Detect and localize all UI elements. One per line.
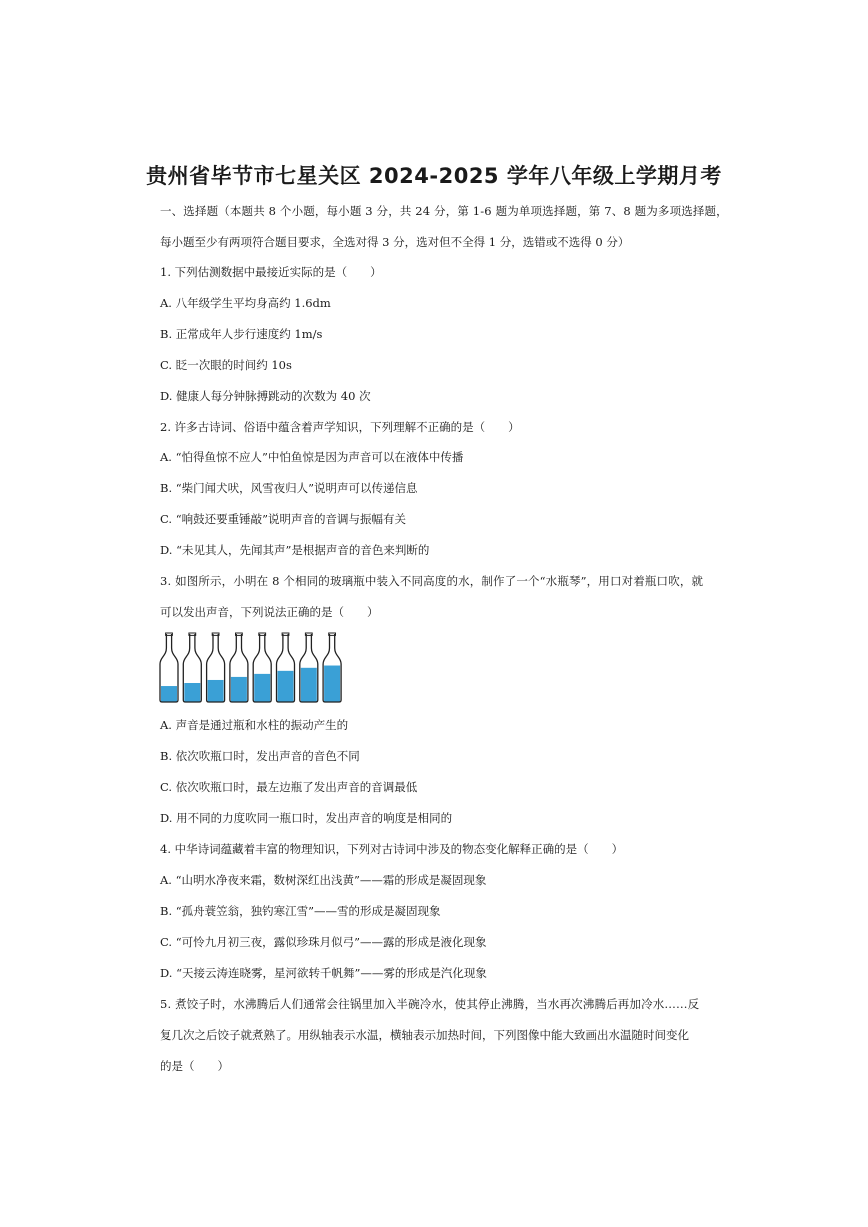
question-4-option-d: D. “天接云涛连晓雾，星河欲转千帆舞”——雾的形成是汽化现象 xyxy=(160,966,487,980)
section-instructions-line-1: 一、选择题（本题共 8 个小题，每小题 3 分，共 24 分，第 1-6 题为单项选择题，第 7、8 题为多项选择题， xyxy=(160,204,728,218)
bottle-water-5 xyxy=(254,674,270,702)
bottle-water-3 xyxy=(208,680,224,702)
water-bottle-xylophone-figure xyxy=(158,632,344,704)
bottle-water-4 xyxy=(231,677,247,702)
question-2-option-c: C. “响鼓还要重锤敲”说明声音的音调与振幅有关 xyxy=(160,512,406,526)
question-3-stem-line-2: 可以发出声音，下列说法正确的是（ ） xyxy=(160,605,379,619)
bottle-5 xyxy=(253,633,271,702)
question-4-stem: 4. 中华诗词蕴藏着丰富的物理知识，下列对古诗词中涉及的物态变化解释正确的是（ ） xyxy=(160,842,624,856)
question-2-option-a: A. “怕得鱼惊不应人”中怕鱼惊是因为声音可以在液体中传播 xyxy=(160,450,464,464)
question-4-option-a: A. “山明水净夜来霜，数树深红出浅黄”——霜的形成是凝固现象 xyxy=(160,873,487,887)
bottle-6 xyxy=(277,633,295,702)
question-5-stem-line-2: 复几次之后饺子就煮熟了。用纵轴表示水温，横轴表示加热时间，下列图像中能大致画出水温随时间变化 xyxy=(160,1028,689,1042)
question-3-option-b: B. 依次吹瓶口时，发出声音的音色不同 xyxy=(160,749,360,763)
bottle-1 xyxy=(160,633,178,702)
question-2-option-d: D. “未见其人，先闻其声”是根据声音的音色来判断的 xyxy=(160,543,430,557)
question-2-stem: 2. 许多古诗词、俗语中蕴含着声学知识，下列理解不正确的是（ ） xyxy=(160,420,520,434)
question-5-stem-line-3: 的是（ ） xyxy=(160,1059,229,1073)
bottle-8 xyxy=(323,633,341,702)
question-3-option-d: D. 用不同的力度吹同一瓶口时，发出声音的响度是相同的 xyxy=(160,811,453,825)
question-1-option-a: A. 八年级学生平均身高约 1.6dm xyxy=(160,296,331,310)
question-5-stem-line-1: 5. 煮饺子时，水沸腾后人们通常会往锅里加入半碗冷水，使其停止沸腾，当水再次沸腾后再加冷水……反 xyxy=(160,997,700,1011)
bottle-7 xyxy=(300,633,318,702)
question-2-option-b: B. “柴门闻犬吠，风雪夜归人”说明声可以传递信息 xyxy=(160,481,418,495)
question-4-option-b: B. “孤舟蓑笠翁，独钓寒江雪”——雪的形成是凝固现象 xyxy=(160,904,441,918)
question-1-stem: 1. 下列估测数据中最接近实际的是（ ） xyxy=(160,265,382,279)
bottle-water-6 xyxy=(278,671,294,702)
page-title: 贵州省毕节市七星关区 2024-2025 学年八年级上学期月考 xyxy=(146,164,722,188)
section-instructions-line-2: 每小题至少有两项符合题目要求，全选对得 3 分，选对但不全得 1 分，选错或不选得 0 分） xyxy=(160,235,630,249)
question-4-option-c: C. “可怜九月初三夜，露似珍珠月似弓”——露的形成是液化现象 xyxy=(160,935,487,949)
bottle-water-1 xyxy=(161,686,177,702)
question-3-option-a: A. 声音是通过瓶和水柱的振动产生的 xyxy=(160,718,349,732)
question-1-option-c: C. 眨一次眼的时间约 10s xyxy=(160,358,292,372)
bottle-water-7 xyxy=(301,668,317,702)
bottle-4 xyxy=(230,633,248,702)
question-3-option-c: C. 依次吹瓶口时，最左边瓶了发出声音的音调最低 xyxy=(160,780,418,794)
bottle-water-8 xyxy=(324,666,340,702)
bottle-water-2 xyxy=(184,683,200,702)
bottle-3 xyxy=(207,633,225,702)
question-1-option-d: D. 健康人每分钟脉搏跳动的次数为 40 次 xyxy=(160,389,371,403)
question-1-option-b: B. 正常成年人步行速度约 1m/s xyxy=(160,327,323,341)
bottle-2 xyxy=(183,633,201,702)
question-3-stem-line-1: 3. 如图所示，小明在 8 个相同的玻璃瓶中装入不同高度的水，制作了一个“水瓶琴”，用口对着瓶口吹，就 xyxy=(160,574,704,588)
